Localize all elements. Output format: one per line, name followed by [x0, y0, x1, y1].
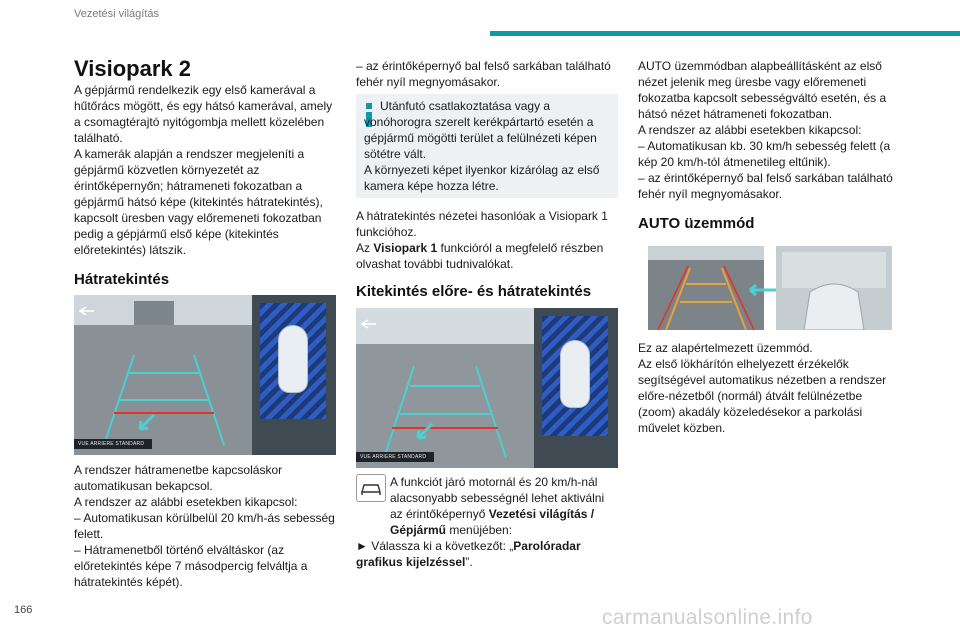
col1-intro	[74, 82, 336, 258]
visiopark-similar-text: A hátratekintés nézetei hasonlóak a Visiopark 1 funkcióhoz.	[356, 209, 608, 239]
auto-deactivation-item-2: – az érintőképernyő bal felső sarkában található fehér nyíl megnyomásakor.	[638, 171, 893, 201]
col2-top-text: – az érintőképernyő bal felső sarkában található fehér nyíl megnyomásakor.	[356, 59, 611, 89]
car-top-icon	[560, 340, 590, 408]
col3-top-text	[638, 58, 900, 202]
visiopark-ref-text: Az Visiopark 1 funkcióról a megfelelő részben olvashat további tudnivalókat.	[356, 241, 604, 271]
section-heading-auto: AUTO üzemmód	[638, 215, 755, 232]
trailer-note-1: Utánfutó csatlakoztatása vagy a vonóhorogra szerelt kerékpártartó esetén a gépjármű mögötti terület a felülnézeti képen sötétre vált.	[364, 99, 597, 161]
rear-camera-image	[74, 295, 336, 455]
auto-default-mode-text: Ez az alapértelmezett üzemmód.	[638, 341, 813, 355]
front-rear-camera-image	[356, 308, 618, 468]
rear-deactivation-intro: A rendszer az alábbi esetekben kikapcsol:	[74, 495, 298, 509]
rear-activation-text: A rendszer hátramenetbe kapcsoláskor automatikusan bekapcsol.	[74, 463, 283, 493]
page-title: Visiopark 2	[74, 56, 191, 81]
trailer-note-2: A környezeti képet ilyenkor kizárólag az első kamera képe hozza létre.	[364, 163, 600, 193]
auto-deactivation-item-1: – Automatikusan kb. 30 km/h sebesség felett (a kép 20 km/h-tól átmenetileg eltűnik).	[638, 139, 891, 169]
car-icon	[356, 474, 386, 502]
select-instruction: ► Válassza ki a következőt: „Parolóradar grafikus kijelzéssel”.	[356, 539, 581, 569]
rear-deactivation-item-2: – Hátramenetből történő elváltáskor (az előretekintés képe 7 másodpercig felváltja a hátratekintés képét).	[74, 543, 308, 589]
col2-para	[356, 208, 618, 272]
col3-after-text	[638, 340, 900, 436]
section-heading-rear: Hátratekintés	[74, 271, 170, 288]
section-heading-front-rear: Kitekintés előre- és hátratekintés	[356, 283, 592, 300]
car-top-icon	[278, 325, 308, 393]
view-badge: VUE ARRIERE STANDARD	[356, 452, 434, 462]
auto-default-text: AUTO üzemmódban alapbeállításként az első nézet jelenik meg üresbe vagy előremeneti fokozatba kapcsolt sebességváltó esetén, és a hátsó nézet hátrameneti fokozatban.	[638, 59, 887, 121]
auto-deactivation-intro: A rendszer az alábbi esetekben kikapcsol:	[638, 123, 862, 137]
header-accent-bar	[490, 31, 960, 36]
view-badge: VUE ARRIERE STANDARD	[74, 439, 152, 449]
page-number: 166	[14, 604, 33, 616]
col1-after-text	[74, 462, 336, 590]
intro-paragraph-1: A gépjármű rendelkezik egy első kamerával a hűtőrács mögött, és egy hátsó kamerával, amely a csomagtérajtó nyitógombja mellett közelében található.	[74, 83, 333, 145]
auto-sensor-text: Az első lökhárítón elhelyezett érzékelők segítségével automatikus nézetben a rendszer előre-nézetből (normál) átvált felülnézetbe (zoom) akadály közeledésekor a parkolási művelet közben.	[638, 357, 887, 435]
rear-deactivation-item-1: – Automatikusan körülbelül 20 km/h-ás sebesség felett.	[74, 511, 335, 541]
auto-zoom-view-image	[776, 246, 892, 330]
trailer-note-box	[356, 94, 618, 198]
intro-paragraph-2: A kamerák alapján a rendszer megjeleníti a gépjármű közvetlen környezetét az érintőképernyőn; hátrameneti fokozatban a gépjármű hátsó képe (kitekintés hátratekintés), kapcsolt üresben vagy előremeneti fokozatban pedig a gépjármű első képe (kitekintés előretekintés) látszik.	[74, 147, 323, 257]
activation-text: A funkciót járó motornál és 20 km/h-nál alacsonyabb sebességnél lehet aktiválni az érintőképernyő Vezetési világítás / Gépjármű menüjében:	[390, 475, 605, 537]
chapter-header: Vezetési világítás	[74, 8, 159, 20]
watermark: carmanualsonline.info	[602, 606, 813, 629]
